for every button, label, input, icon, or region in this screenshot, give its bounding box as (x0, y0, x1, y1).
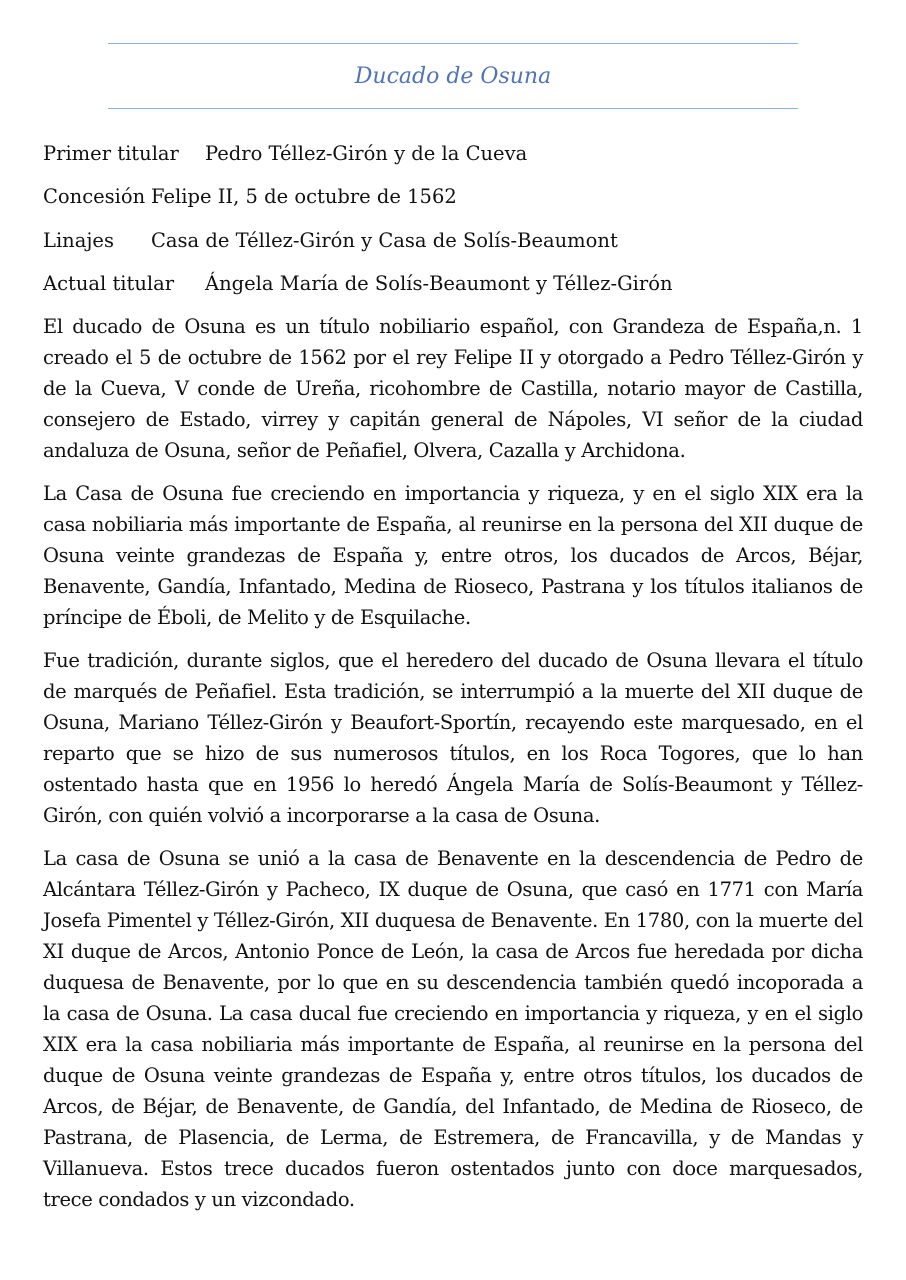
infobox-row-actual-titular (43, 269, 863, 312)
infobox-value: Pedro Téllez-Girón y de la Cueva (205, 142, 528, 165)
infobox-label: Linajes (43, 228, 114, 252)
title-top-rule (108, 43, 798, 44)
title-bottom-rule (108, 108, 798, 109)
article-body (43, 311, 863, 1227)
infobox (43, 139, 863, 312)
infobox-label: Concesión (43, 185, 146, 209)
infobox-value: Ángela María de Solís-Beaumont y Téllez-Girón (205, 271, 673, 295)
infobox-row-concesion (43, 182, 863, 225)
paragraph-intro: El ducado de Osuna es un título nobiliario español, con Grandeza de España,n. 1 creado el 5 de octubre de 1562 por el rey Felipe II y otorgado a Pedro Téllez-Girón y de la Cueva, V conde de Ureña, ricohombre de Castilla, notario mayor de Castilla, consejero de Estado, virrey y capitán general de Nápoles, VI señor de la ciudad andaluza de Osuna, señor de Peñafiel, Olvera, Cazalla y Archidona. (43, 315, 863, 462)
infobox-label: Actual titular (43, 271, 175, 295)
infobox-label: Primer titular (43, 142, 179, 165)
paragraph-casa-osuna: La Casa de Osuna fue creciendo en importancia y riqueza, y en el siglo XIX era la casa nobiliaria más importante de España, al reunirse en la persona del XII duque de Osuna veinte grandezas de España y, entre otros, los ducados de Arcos, Béjar, Benavente, Gandía, Infantado, Medina de Rioseco, Pastrana y los títulos italianos de príncipe de Éboli, de Melito y de Esquilache. (43, 482, 863, 629)
paragraph-tradicion: Fue tradición, durante siglos, que el heredero del ducado de Osuna llevara el título de marqués de Peñafiel. Esta tradición, se interrumpió a la muerte del XII duque de Osuna, Mariano Téllez-Girón y Beaufort-Sportín, recayendo este marquesado, en el reparto que se hizo de sus numerosos títulos, en los Roca Togores, que lo han ostentado hasta que en 1956 lo heredó Ángela María de Solís-Beaumont y Téllez-Girón, con quién volvió a incorporarse a la casa de Osuna. (43, 649, 863, 827)
infobox-row-linajes (43, 226, 863, 269)
infobox-value: Felipe II, 5 de octubre de 1562 (151, 185, 457, 209)
infobox-row-primer-titular (43, 139, 863, 182)
infobox-value: Casa de Téllez-Girón y Casa de Solís-Beaumont (151, 228, 618, 252)
paragraph-benavente: La casa de Osuna se unió a la casa de Benavente en la descendencia de Pedro de Alcántara Téllez-Girón y Pacheco, IX duque de Osuna, que casó en 1771 con María Josefa Pimentel y Téllez-Girón, XII duquesa de Benavente. En 1780, con la muerte del XI duque de Arcos, Antonio Ponce de León, la casa de Arcos fue heredada por dicha duquesa de Benavente, por lo que en su descendencia también quedó incoporada a la casa de Osuna. La casa ducal fue creciendo en importancia y riqueza, y en el siglo XIX era la casa nobiliaria más importante de España, al reunirse en la persona del duque de Osuna veinte grandezas de España y, entre otros títulos, los ducados de Arcos, de Béjar, de Benavente, de Gandía, del Infantado, de Medina de Rioseco, de Pastrana, de Plasencia, de Lerma, de Estremera, de Francavilla, y de Mandas y Villanueva. Estos trece ducados fueron ostentados junto con doce marquesados, trece condados y un vizcondado. (43, 847, 863, 1211)
document-title: Ducado de Osuna (354, 64, 552, 89)
